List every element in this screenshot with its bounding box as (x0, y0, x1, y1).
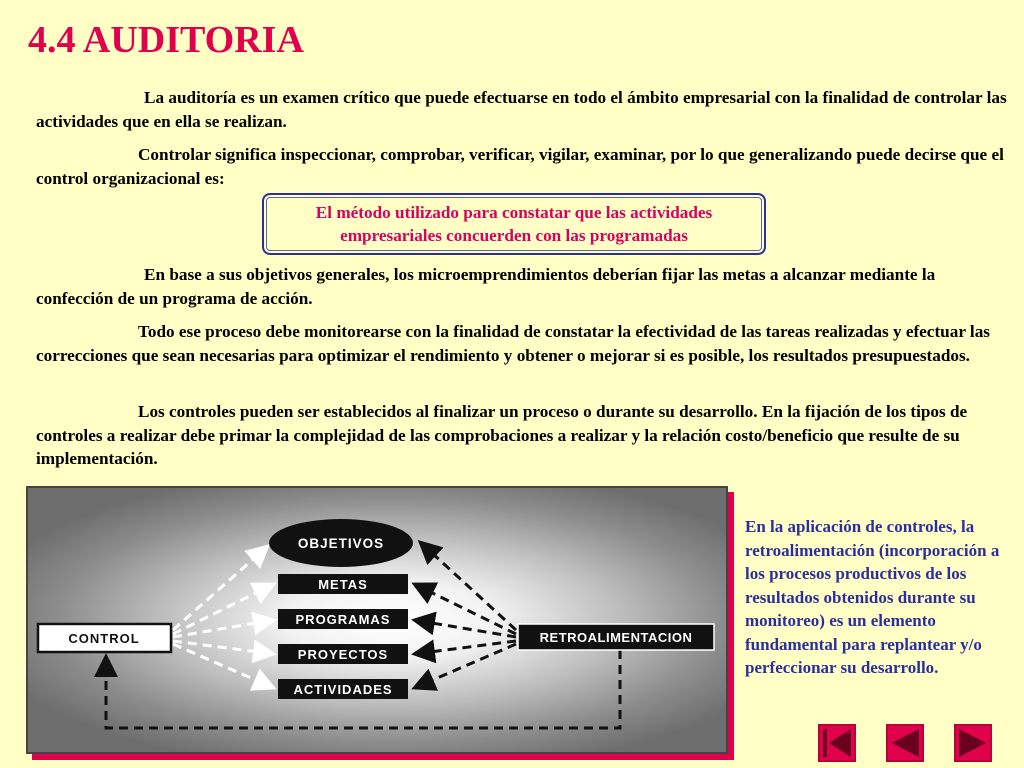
paragraph-definition: La auditoría es un examen crítico que puede efectuarse en todo el ámbito empresarial con la finalidad de controlar las actividades que en ella se realizan. (36, 88, 1007, 131)
side-note: En la aplicación de controles, la retroalimentación (incorporación a los procesos productivos de los resultados obtenidos durante su monitoreo) es un elemento fundamental para replantear y/o perfeccionar su desarrollo. (745, 517, 1000, 677)
control-arrows (173, 546, 274, 688)
diagram-canvas (28, 488, 726, 752)
feedback-label: RETROALIMENTACION (539, 630, 693, 645)
paragraph-objectives: En base a sus objetivos generales, los microemprendimientos deberían fijar las metas a alcanzar mediante la confección de un programa de acción. (36, 265, 936, 308)
programas-label: PROGRAMAS (295, 612, 391, 627)
actividades-label: ACTIVIDADES (293, 682, 393, 697)
proyectos-label: PROYECTOS (297, 647, 389, 662)
callout-text: El método utilizado para constatar que las actividades empresariales concuerden con las programadas (315, 203, 713, 245)
control-label: CONTROL (68, 631, 140, 646)
page-title: 4.4 AUDITORIA (28, 19, 304, 61)
feedback-arrows (414, 542, 516, 688)
paragraph-monitoring: Todo ese proceso debe monitorearse con la finalidad de constatar la efectividad de las tareas realizadas y efectuar las correcciones que sean necesarias para optimizar el rendimiento y obtener o mejorar si es posible, los resultados presupuestados. (36, 322, 990, 365)
objectives-label: OBJETIVOS (297, 536, 385, 551)
first-slide-button[interactable] (818, 724, 856, 762)
next-slide-icon (954, 724, 992, 762)
paragraph-control: Controlar significa inspeccionar, comprobar, verificar, vigilar, examinar, por lo que generalizando puede decirse que el control organizacional es: (36, 145, 1004, 188)
previous-slide-button[interactable] (886, 724, 924, 762)
first-slide-icon (818, 724, 856, 762)
previous-slide-icon (886, 724, 924, 762)
next-slide-button[interactable] (954, 724, 992, 762)
definition-callout (262, 193, 766, 255)
metas-label: METAS (318, 577, 368, 592)
control-diagram (26, 486, 728, 754)
paragraph-controls: Los controles pueden ser establecidos al finalizar un proceso o durante su desarrollo. En la fijación de los tipos de controles a realizar debe primar la complejidad de las comprobaciones a realizar y la relación costo/beneficio que resulte de su implementación. (36, 402, 968, 468)
